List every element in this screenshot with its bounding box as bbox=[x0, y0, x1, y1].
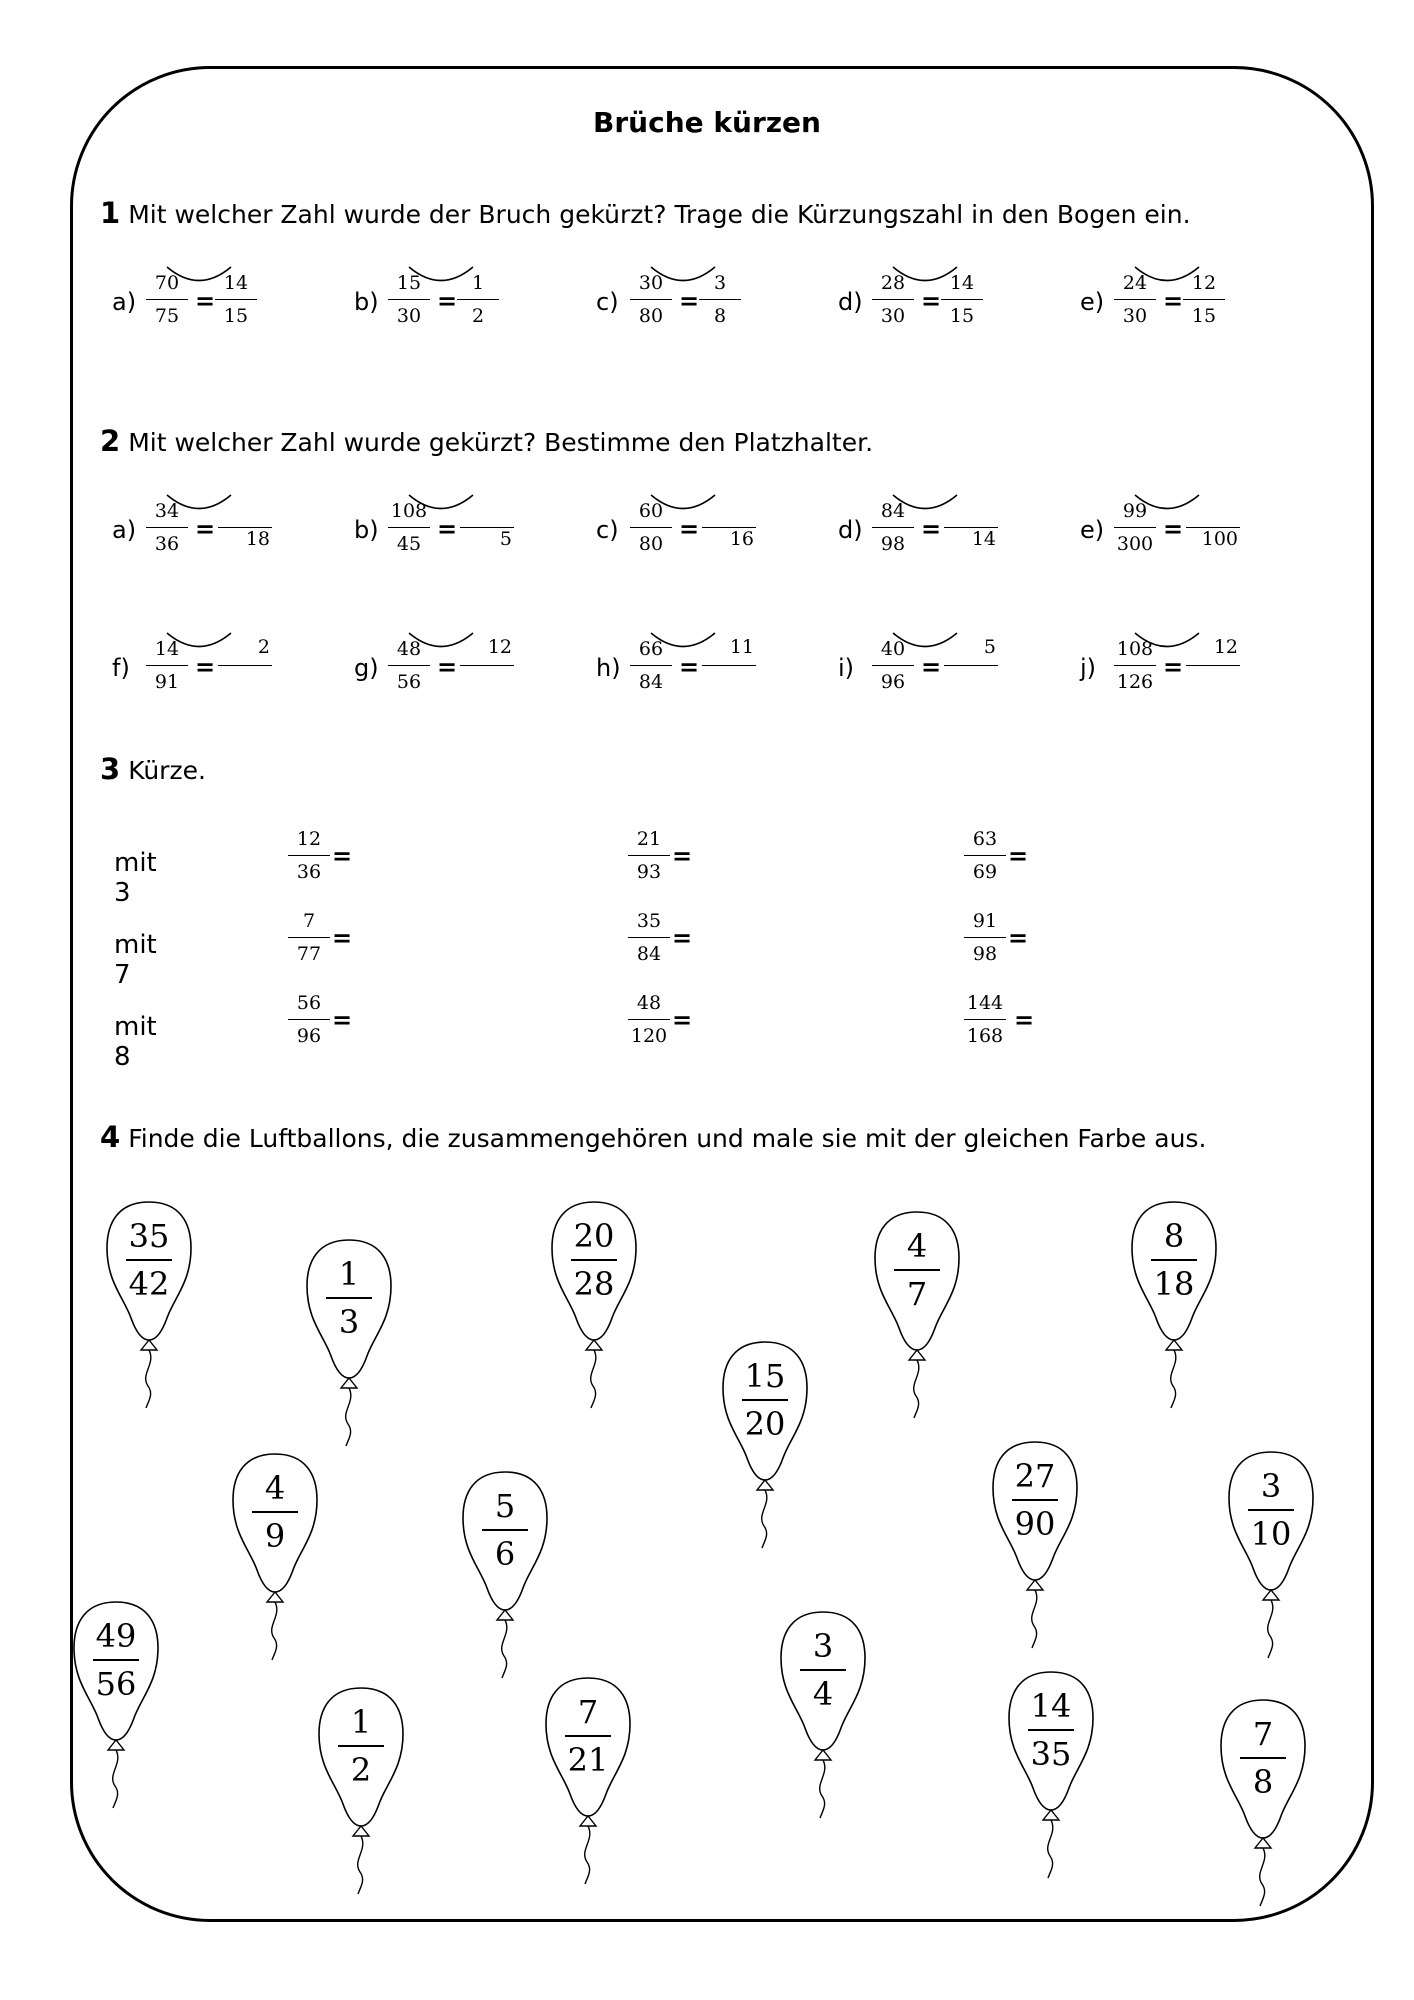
balloon-denominator: 4 bbox=[812, 1675, 834, 1713]
fraction-original-bar bbox=[146, 299, 188, 300]
balloon-fraction-bar bbox=[571, 1259, 617, 1261]
balloon-fraction-bar bbox=[1028, 1729, 1074, 1731]
balloon-denominator: 3 bbox=[338, 1303, 360, 1341]
fraction-original-numerator: 60 bbox=[638, 500, 664, 522]
reduction-arc[interactable] bbox=[406, 264, 476, 286]
equals-sign: = bbox=[1008, 924, 1029, 952]
balloon-fraction bbox=[1006, 1686, 1096, 1774]
fraction-to-reduce bbox=[626, 826, 672, 885]
fraction-to-reduce-numerator: 91 bbox=[972, 910, 998, 932]
balloon-numerator: 5 bbox=[494, 1487, 516, 1525]
fraction-original-numerator: 15 bbox=[396, 272, 422, 294]
balloon-denominator: 7 bbox=[906, 1275, 928, 1313]
balloon-fraction bbox=[549, 1216, 639, 1304]
balloon-denominator: 2 bbox=[350, 1751, 372, 1789]
fraction-to-reduce-numerator: 56 bbox=[296, 992, 322, 1014]
balloon-fraction-bar bbox=[742, 1399, 788, 1401]
task1-heading bbox=[100, 196, 1191, 230]
reduction-arc[interactable] bbox=[406, 492, 476, 514]
fraction-original-denominator: 126 bbox=[1116, 671, 1154, 693]
fraction-to-reduce-bar bbox=[628, 937, 670, 938]
balloon-fraction bbox=[543, 1692, 633, 1780]
equals-sign: = bbox=[1163, 515, 1184, 543]
equals-sign: = bbox=[332, 1006, 353, 1034]
balloon[interactable] bbox=[1218, 1698, 1308, 1908]
fraction-original-denominator: 84 bbox=[638, 671, 664, 693]
reduction-arc[interactable] bbox=[1132, 492, 1202, 514]
fraction-to-reduce-bar bbox=[964, 937, 1006, 938]
balloon[interactable] bbox=[1129, 1200, 1219, 1410]
item-label: f) bbox=[112, 654, 130, 682]
balloon-denominator: 35 bbox=[1030, 1735, 1072, 1773]
equals-sign: = bbox=[679, 515, 700, 543]
given-number: 16 bbox=[729, 528, 754, 550]
balloon-fraction bbox=[1218, 1714, 1308, 1802]
given-number: 2 bbox=[257, 636, 270, 658]
balloon-fraction-bar bbox=[894, 1269, 940, 1271]
reduction-arc[interactable] bbox=[890, 264, 960, 286]
balloon-denominator: 20 bbox=[744, 1405, 786, 1443]
fraction-original-denominator: 75 bbox=[154, 305, 180, 327]
balloon[interactable] bbox=[1006, 1670, 1096, 1880]
task4-instruction: Finde die Luftballons, die zusammengehören und male sie mit der gleichen Farbe aus. bbox=[128, 1124, 1207, 1153]
fraction-to-reduce-bar bbox=[628, 855, 670, 856]
equals-sign: = bbox=[1008, 842, 1029, 870]
fraction-reduced-bar bbox=[215, 299, 257, 300]
balloon-denominator: 42 bbox=[128, 1265, 170, 1303]
fraction-reduced-numerator: 14 bbox=[949, 272, 975, 294]
balloon-fraction-bar bbox=[1012, 1499, 1058, 1501]
fraction-reduced-bar bbox=[699, 299, 741, 300]
fraction-to-reduce-denominator: 168 bbox=[966, 1025, 1004, 1047]
given-number: 12 bbox=[487, 636, 512, 658]
task3-number: 3 bbox=[100, 752, 121, 786]
balloon-denominator: 6 bbox=[494, 1535, 516, 1573]
balloon-numerator: 27 bbox=[1014, 1457, 1056, 1495]
item-label: c) bbox=[596, 288, 619, 316]
balloon-fraction bbox=[1129, 1216, 1219, 1304]
fraction-original-bar bbox=[1114, 665, 1156, 666]
balloon[interactable] bbox=[104, 1200, 194, 1410]
fraction-reduced-denominator: 15 bbox=[1191, 305, 1217, 327]
balloon-fraction-bar bbox=[482, 1529, 528, 1531]
equals-sign: = bbox=[921, 287, 942, 315]
balloon-numerator: 7 bbox=[1252, 1715, 1274, 1753]
balloon-denominator: 28 bbox=[573, 1265, 615, 1303]
task2-heading bbox=[100, 424, 873, 458]
fraction-original-numerator: 48 bbox=[396, 638, 422, 660]
fraction-to-reduce-bar bbox=[288, 1019, 330, 1020]
fraction-original-denominator: 91 bbox=[154, 671, 180, 693]
balloon[interactable] bbox=[316, 1686, 406, 1896]
fraction-original-denominator: 45 bbox=[396, 533, 422, 555]
balloon-numerator: 4 bbox=[264, 1469, 286, 1507]
balloon-denominator: 9 bbox=[264, 1517, 286, 1555]
fraction-reduced-numerator: 14 bbox=[223, 272, 249, 294]
item-label: j) bbox=[1080, 654, 1097, 682]
balloon-fraction-bar bbox=[326, 1297, 372, 1299]
fraction-to-reduce bbox=[962, 990, 1008, 1049]
given-number: 5 bbox=[499, 528, 512, 550]
fraction-original-bar bbox=[1114, 527, 1156, 528]
balloon-fraction-bar bbox=[800, 1669, 846, 1671]
fraction-original-denominator: 96 bbox=[880, 671, 906, 693]
balloon-fraction-bar bbox=[1151, 1259, 1197, 1261]
balloon[interactable] bbox=[778, 1610, 868, 1820]
balloon-denominator: 10 bbox=[1250, 1515, 1292, 1553]
placeholder-line[interactable] bbox=[218, 665, 272, 666]
balloon-fraction bbox=[872, 1226, 962, 1314]
fraction-original-numerator: 30 bbox=[638, 272, 664, 294]
balloon-numerator: 4 bbox=[906, 1227, 928, 1265]
equals-sign: = bbox=[921, 653, 942, 681]
fraction-to-reduce-denominator: 69 bbox=[972, 861, 998, 883]
item-label: b) bbox=[354, 288, 379, 316]
placeholder-line[interactable] bbox=[702, 527, 756, 528]
given-number: 100 bbox=[1201, 528, 1238, 550]
fraction-original-denominator: 80 bbox=[638, 305, 664, 327]
balloon-fraction-bar bbox=[338, 1745, 384, 1747]
fraction-to-reduce-denominator: 96 bbox=[296, 1025, 322, 1047]
fraction-reduced-numerator: 1 bbox=[471, 272, 485, 294]
fraction-original-denominator: 300 bbox=[1116, 533, 1154, 555]
balloon-numerator: 8 bbox=[1163, 1217, 1185, 1255]
placeholder-line[interactable] bbox=[1186, 665, 1240, 666]
fraction-to-reduce-numerator: 12 bbox=[296, 828, 322, 850]
balloon-fraction-bar bbox=[1240, 1757, 1286, 1759]
item-label: b) bbox=[354, 516, 379, 544]
fraction-reduced-denominator: 8 bbox=[713, 305, 727, 327]
placeholder-line[interactable] bbox=[1186, 527, 1240, 528]
balloon-denominator: 21 bbox=[567, 1741, 609, 1779]
balloon-fraction bbox=[304, 1254, 394, 1342]
fraction-to-reduce bbox=[286, 990, 332, 1049]
fraction-original-bar bbox=[872, 665, 914, 666]
reduction-arc[interactable] bbox=[1132, 630, 1202, 652]
fraction-original-bar bbox=[630, 665, 672, 666]
balloon[interactable] bbox=[872, 1210, 962, 1420]
task1-number: 1 bbox=[100, 196, 121, 230]
balloon-fraction bbox=[1226, 1466, 1316, 1554]
balloon-denominator: 90 bbox=[1014, 1505, 1056, 1543]
fraction-original-numerator: 108 bbox=[390, 500, 428, 522]
balloon-numerator: 35 bbox=[128, 1217, 170, 1255]
fraction-reduced-numerator: 3 bbox=[713, 272, 727, 294]
item-label: i) bbox=[838, 654, 855, 682]
reduction-arc[interactable] bbox=[164, 492, 234, 514]
equals-sign: = bbox=[679, 287, 700, 315]
task4-heading bbox=[100, 1120, 1206, 1154]
item-label: a) bbox=[112, 288, 137, 316]
fraction-to-reduce-numerator: 21 bbox=[636, 828, 662, 850]
balloon-denominator: 8 bbox=[1252, 1763, 1274, 1801]
equals-sign: = bbox=[672, 842, 693, 870]
fraction-to-reduce-bar bbox=[288, 855, 330, 856]
fraction-original-denominator: 30 bbox=[880, 305, 906, 327]
given-number: 12 bbox=[1213, 636, 1238, 658]
fraction-original-numerator: 70 bbox=[154, 272, 180, 294]
equals-sign: = bbox=[332, 842, 353, 870]
fraction-original-numerator: 108 bbox=[1116, 638, 1154, 660]
fraction-to-reduce bbox=[626, 990, 672, 1049]
fraction-original-numerator: 66 bbox=[638, 638, 664, 660]
fraction-reduced-numerator: 12 bbox=[1191, 272, 1217, 294]
balloon-numerator: 14 bbox=[1030, 1687, 1072, 1725]
fraction-original-numerator: 40 bbox=[880, 638, 906, 660]
item-label: c) bbox=[596, 516, 619, 544]
fraction-original-numerator: 84 bbox=[880, 500, 906, 522]
balloon[interactable] bbox=[71, 1600, 161, 1810]
fraction-to-reduce-denominator: 93 bbox=[636, 861, 662, 883]
equals-sign: = bbox=[437, 287, 458, 315]
balloon-fraction bbox=[104, 1216, 194, 1304]
task2-instruction: Mit welcher Zahl wurde gekürzt? Bestimme den Platzhalter. bbox=[128, 428, 874, 457]
balloon[interactable] bbox=[304, 1238, 394, 1448]
fraction-to-reduce-bar bbox=[628, 1019, 670, 1020]
item-label: h) bbox=[596, 654, 621, 682]
fraction-to-reduce-denominator: 77 bbox=[296, 943, 322, 965]
balloon-numerator: 1 bbox=[338, 1255, 360, 1293]
equals-sign: = bbox=[921, 515, 942, 543]
balloon-fraction-bar bbox=[565, 1735, 611, 1737]
placeholder-line[interactable] bbox=[460, 527, 514, 528]
given-number: 11 bbox=[729, 636, 754, 658]
task3-instruction: Kürze. bbox=[128, 756, 206, 785]
fraction-reduced-bar bbox=[1183, 299, 1225, 300]
balloon[interactable] bbox=[460, 1470, 550, 1680]
reduction-arc[interactable] bbox=[648, 264, 718, 286]
equals-sign: = bbox=[1163, 287, 1184, 315]
item-label: d) bbox=[838, 516, 863, 544]
item-label: a) bbox=[112, 516, 137, 544]
balloon-fraction bbox=[990, 1456, 1080, 1544]
equals-sign: = bbox=[672, 924, 693, 952]
balloon-fraction-bar bbox=[126, 1259, 172, 1261]
balloon[interactable] bbox=[1226, 1450, 1316, 1660]
balloon-numerator: 7 bbox=[577, 1693, 599, 1731]
balloon[interactable] bbox=[543, 1676, 633, 1886]
balloon-fraction bbox=[230, 1468, 320, 1556]
reduction-arc[interactable] bbox=[890, 630, 960, 652]
fraction-to-reduce-bar bbox=[964, 855, 1006, 856]
fraction-original-denominator: 30 bbox=[396, 305, 422, 327]
item-label: e) bbox=[1080, 288, 1105, 316]
fraction-original-numerator: 14 bbox=[154, 638, 180, 660]
reduction-arc[interactable] bbox=[648, 492, 718, 514]
fraction-to-reduce-bar bbox=[288, 937, 330, 938]
fraction-original-denominator: 80 bbox=[638, 533, 664, 555]
placeholder-line[interactable] bbox=[218, 527, 272, 528]
fraction-reduced-denominator: 15 bbox=[223, 305, 249, 327]
reduction-arc[interactable] bbox=[890, 492, 960, 514]
fraction-original-bar bbox=[388, 299, 430, 300]
fraction-original-bar bbox=[146, 527, 188, 528]
reduction-arc[interactable] bbox=[164, 630, 234, 652]
fraction-to-reduce-numerator: 48 bbox=[636, 992, 662, 1014]
balloon-fraction-bar bbox=[1248, 1509, 1294, 1511]
fraction-original-numerator: 28 bbox=[880, 272, 906, 294]
equals-sign: = bbox=[437, 653, 458, 681]
task4-number: 4 bbox=[100, 1120, 121, 1154]
fraction-original-denominator: 30 bbox=[1122, 305, 1148, 327]
placeholder-line[interactable] bbox=[702, 665, 756, 666]
balloon-fraction bbox=[71, 1616, 161, 1704]
fraction-original-numerator: 99 bbox=[1122, 500, 1148, 522]
item-label: g) bbox=[354, 654, 379, 682]
balloon[interactable] bbox=[230, 1452, 320, 1662]
fraction-to-reduce bbox=[286, 826, 332, 885]
fraction-to-reduce bbox=[286, 908, 332, 967]
balloon-fraction bbox=[720, 1356, 810, 1444]
reduction-arc[interactable] bbox=[648, 630, 718, 652]
fraction-to-reduce-denominator: 36 bbox=[296, 861, 322, 883]
fraction-reduced-denominator: 15 bbox=[949, 305, 975, 327]
balloon-denominator: 56 bbox=[95, 1665, 137, 1703]
equals-sign: = bbox=[679, 653, 700, 681]
placeholder-line[interactable] bbox=[944, 527, 998, 528]
balloon-numerator: 49 bbox=[95, 1617, 137, 1655]
fraction-to-reduce-denominator: 98 bbox=[972, 943, 998, 965]
item-label: d) bbox=[838, 288, 863, 316]
fraction-to-reduce-numerator: 7 bbox=[302, 910, 316, 932]
fraction-original-numerator: 34 bbox=[154, 500, 180, 522]
equals-sign: = bbox=[1163, 653, 1184, 681]
fraction-original-numerator: 24 bbox=[1122, 272, 1148, 294]
fraction-reduced-denominator: 2 bbox=[471, 305, 485, 327]
task2-number: 2 bbox=[100, 424, 121, 458]
reduce-by-label: mit 8 bbox=[114, 1012, 157, 1072]
given-number: 14 bbox=[971, 528, 996, 550]
balloon-numerator: 20 bbox=[573, 1217, 615, 1255]
fraction-original-bar bbox=[630, 527, 672, 528]
balloon-fraction bbox=[316, 1702, 406, 1790]
reduce-by-label: mit 7 bbox=[114, 930, 157, 990]
reduce-by-label: mit 3 bbox=[114, 848, 157, 908]
task1-instruction: Mit welcher Zahl wurde der Bruch gekürzt? Trage die Kürzungszahl in den Bogen ein. bbox=[128, 200, 1191, 229]
fraction-original-denominator: 56 bbox=[396, 671, 422, 693]
balloon-numerator: 15 bbox=[744, 1357, 786, 1395]
balloon-numerator: 3 bbox=[812, 1627, 834, 1665]
fraction-to-reduce-numerator: 35 bbox=[636, 910, 662, 932]
equals-sign: = bbox=[195, 515, 216, 543]
given-number: 18 bbox=[245, 528, 270, 550]
fraction-original-bar bbox=[872, 527, 914, 528]
fraction-original-bar bbox=[146, 665, 188, 666]
fraction-to-reduce-denominator: 84 bbox=[636, 943, 662, 965]
balloon-fraction bbox=[778, 1626, 868, 1714]
equals-sign: = bbox=[195, 287, 216, 315]
balloon[interactable] bbox=[720, 1340, 810, 1550]
fraction-to-reduce-denominator: 120 bbox=[630, 1025, 668, 1047]
equals-sign: = bbox=[1014, 1006, 1035, 1034]
fraction-to-reduce bbox=[626, 908, 672, 967]
fraction-to-reduce-numerator: 63 bbox=[972, 828, 998, 850]
balloon-denominator: 18 bbox=[1153, 1265, 1195, 1303]
fraction-to-reduce bbox=[962, 826, 1008, 885]
balloon-numerator: 3 bbox=[1260, 1467, 1282, 1505]
fraction-to-reduce-numerator: 144 bbox=[966, 992, 1004, 1014]
equals-sign: = bbox=[672, 1006, 693, 1034]
fraction-original-bar bbox=[388, 665, 430, 666]
balloon-numerator: 1 bbox=[350, 1703, 372, 1741]
equals-sign: = bbox=[437, 515, 458, 543]
balloon[interactable] bbox=[549, 1200, 639, 1410]
balloon-fraction-bar bbox=[252, 1511, 298, 1513]
reduction-arc[interactable] bbox=[1132, 264, 1202, 286]
balloon-fraction bbox=[460, 1486, 550, 1574]
balloon-fraction-bar bbox=[93, 1659, 139, 1661]
given-number: 5 bbox=[983, 636, 996, 658]
equals-sign: = bbox=[332, 924, 353, 952]
fraction-to-reduce-bar bbox=[964, 1019, 1006, 1020]
placeholder-line[interactable] bbox=[944, 665, 998, 666]
placeholder-line[interactable] bbox=[460, 665, 514, 666]
fraction-original-bar bbox=[1114, 299, 1156, 300]
equals-sign: = bbox=[195, 653, 216, 681]
fraction-original-denominator: 98 bbox=[880, 533, 906, 555]
fraction-original-denominator: 36 bbox=[154, 533, 180, 555]
page-title: Brüche kürzen bbox=[593, 106, 821, 139]
fraction-original-bar bbox=[388, 527, 430, 528]
task3-heading bbox=[100, 752, 206, 786]
fraction-original-bar bbox=[630, 299, 672, 300]
balloon[interactable] bbox=[990, 1440, 1080, 1650]
fraction-original-bar bbox=[872, 299, 914, 300]
fraction-reduced-bar bbox=[941, 299, 983, 300]
reduction-arc[interactable] bbox=[406, 630, 476, 652]
item-label: e) bbox=[1080, 516, 1105, 544]
reduction-arc[interactable] bbox=[164, 264, 234, 286]
fraction-to-reduce bbox=[962, 908, 1008, 967]
fraction-reduced-bar bbox=[457, 299, 499, 300]
